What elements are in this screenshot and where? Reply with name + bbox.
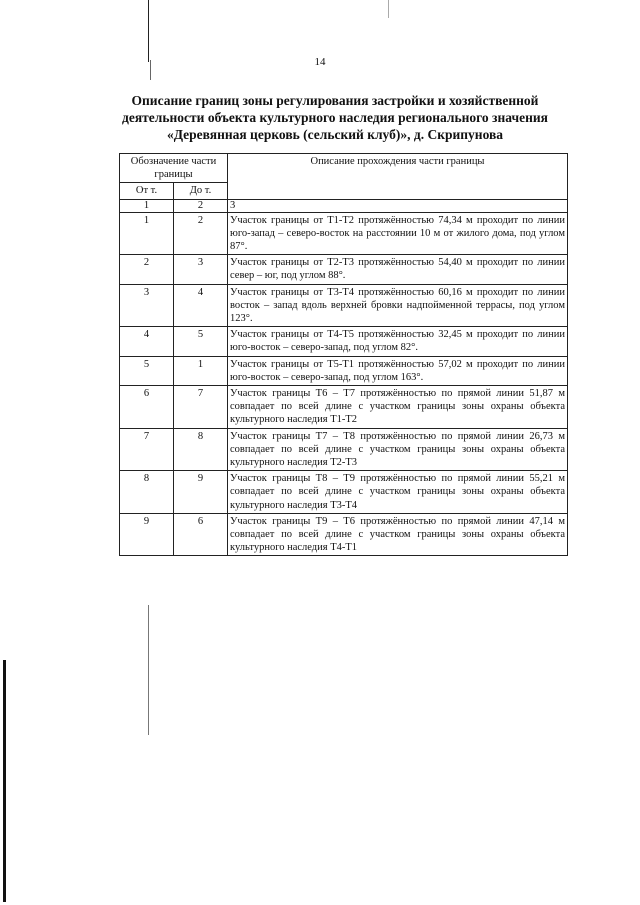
table-index-row	[120, 199, 568, 212]
title-line: деятельности объекта культурного наследия регионального значения	[122, 110, 548, 125]
scan-artifact-line	[388, 0, 389, 18]
index-cell: 3	[228, 199, 568, 212]
from-point: 3	[120, 284, 174, 327]
to-point: 7	[174, 386, 228, 429]
from-point: 8	[120, 471, 174, 514]
table-row	[120, 428, 568, 471]
segment-description: Участок границы от Т5-Т1 протяжённостью 57,02 м проходит по линии юго-восток – северо-запад, под углом 163°.	[228, 356, 568, 385]
from-point: 6	[120, 386, 174, 429]
scan-artifact-line	[148, 605, 149, 735]
header-from: От т.	[120, 183, 174, 199]
from-point: 9	[120, 513, 174, 556]
scan-artifact-line	[148, 0, 149, 62]
segment-description: Участок границы Т6 – Т7 протяжённостью по прямой линии 51,87 м совпадает по всей длине с участком границы зоны охраны объекта культурного наследия Т1-Т2	[228, 386, 568, 429]
index-cell: 2	[174, 199, 228, 212]
to-point: 1	[174, 356, 228, 385]
segment-description: Участок границы Т9 – Т6 протяжённостью по прямой линии 47,14 м совпадает по всей длине с участком границы зоны охраны объекта культурного наследия Т4-Т1	[228, 513, 568, 556]
table-row	[120, 513, 568, 556]
segment-description: Участок границы от Т3-Т4 протяжённостью 60,16 м проходит по линии восток – запад вдоль верхней бровки надпойменной террасы, под углом 123°.	[228, 284, 568, 327]
table-row	[120, 356, 568, 385]
table-row	[120, 386, 568, 429]
table-row	[120, 255, 568, 284]
title-line: Описание границ зоны регулирования застройки и хозяйственной	[131, 93, 539, 108]
segment-description: Участок границы Т7 – Т8 протяжённостью по прямой линии 26,73 м совпадает по всей длине с участком границы зоны охраны объекта культурного наследия Т2-Т3	[228, 428, 568, 471]
table-row	[120, 212, 568, 255]
header-to: До т.	[174, 183, 228, 199]
segment-description: Участок границы от Т1-Т2 протяжённостью 74,34 м проходит по линии юго-запад – северо-восток на расстоянии 10 м от жилого дома, под углом 87°.	[228, 212, 568, 255]
segment-description: Участок границы от Т4-Т5 протяжённостью 32,45 м проходит по линии юго-восток – северо-запад, под углом 82°.	[228, 327, 568, 356]
to-point: 5	[174, 327, 228, 356]
from-point: 5	[120, 356, 174, 385]
to-point: 2	[174, 212, 228, 255]
table-row	[120, 284, 568, 327]
from-point: 7	[120, 428, 174, 471]
segment-description: Участок границы от Т2-Т3 протяжённостью 54,40 м проходит по линии север – юг, под углом 88°.	[228, 255, 568, 284]
from-point: 4	[120, 327, 174, 356]
to-point: 3	[174, 255, 228, 284]
boundary-table	[119, 153, 568, 556]
to-point: 9	[174, 471, 228, 514]
to-point: 4	[174, 284, 228, 327]
from-point: 2	[120, 255, 174, 284]
segment-description: Участок границы Т8 – Т9 протяжённостью по прямой линии 55,21 м совпадает по всей длине с участком границы зоны охраны объекта культурного наследия Т3-Т4	[228, 471, 568, 514]
to-point: 8	[174, 428, 228, 471]
page-number: 14	[314, 56, 326, 68]
from-point: 1	[120, 212, 174, 255]
table-row	[120, 471, 568, 514]
scan-artifact-edge	[3, 660, 6, 902]
to-point: 6	[174, 513, 228, 556]
document-title	[70, 92, 600, 143]
table-row	[120, 327, 568, 356]
title-line: «Деревянная церковь (сельский клуб)», д. Скрипунова	[166, 127, 504, 142]
index-cell: 1	[120, 199, 174, 212]
header-code: Обозначение части границы	[120, 154, 228, 183]
header-description: Описание прохождения части границы	[228, 154, 568, 200]
